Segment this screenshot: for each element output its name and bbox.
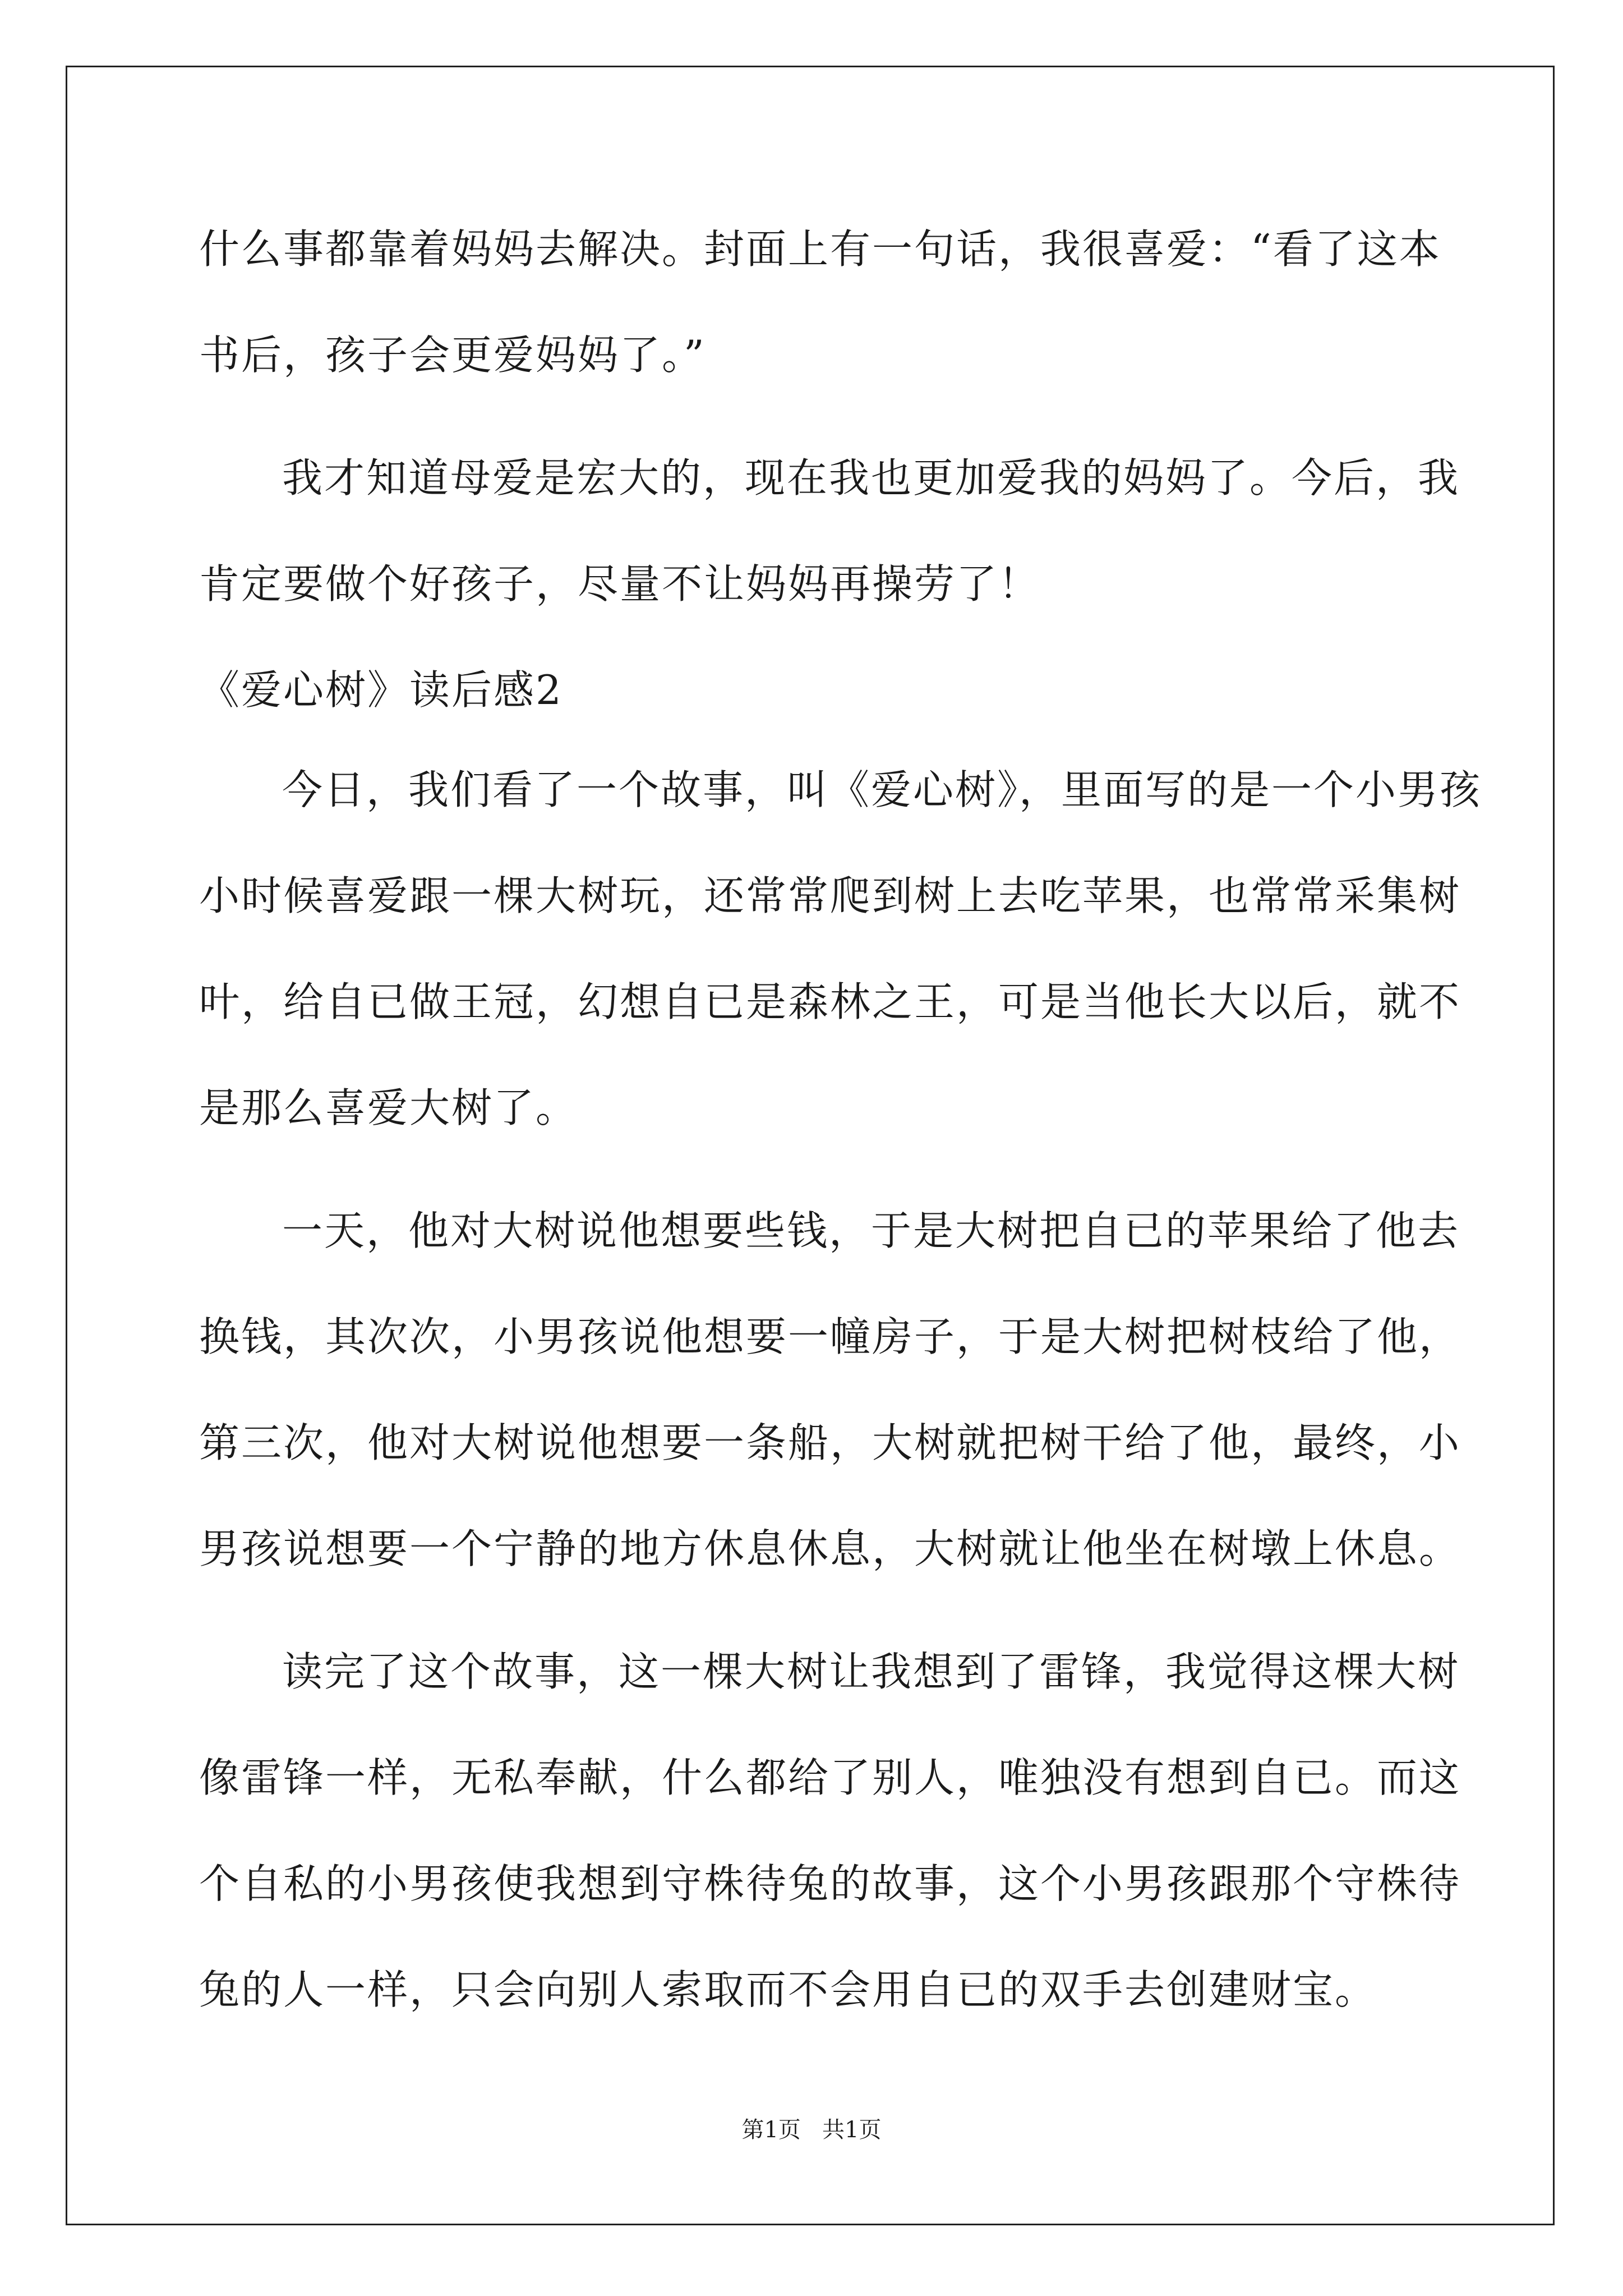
- text-line: 读完了这个故事，这一棵大树让我想到了雷锋，我觉得这棵大树: [282, 1648, 1460, 1695]
- text-line: 我才知道母爱是宏大的，现在我也更加爱我的妈妈了。今后，我: [282, 454, 1460, 501]
- text-line: 今日，我们看了一个故事，叫《爱心树》，里面写的是一个小男孩: [282, 766, 1482, 813]
- text-line: 小时候喜爱跟一棵大树玩，还常常爬到树上去吃苹果，也常常采集树: [199, 872, 1461, 919]
- text-line: 一天，他对大树说他想要些钱，于是大树把自已的苹果给了他去: [282, 1207, 1460, 1254]
- text-line: 像雷锋一样，无私奉献，什么都给了别人，唯独没有想到自已。而这: [199, 1754, 1461, 1801]
- section-heading: 《爱心树》读后感2: [199, 666, 563, 714]
- document-body: [199, 208, 1482, 2054]
- text-line: 个自私的小男孩使我想到守株待兔的故事，这个小男孩跟那个守株待: [199, 1860, 1461, 1907]
- text-line: 是那么喜爱大树了。: [199, 1084, 578, 1131]
- text-line: 兔的人一样，只会向别人索取而不会用自已的双手去创建财宝。: [199, 1966, 1377, 2013]
- text-line: 书后，孩子会更爱妈妈了。”: [199, 332, 706, 379]
- text-line: 叶，给自已做王冠，幻想自已是森林之王，可是当他长大以后，就不: [199, 978, 1461, 1025]
- text-line: 第三次，他对大树说他想要一条船，大树就把树干给了他，最终，小: [199, 1419, 1461, 1466]
- text-line: 肯定要做个好孩子，尽量不让妈妈再操劳了！: [199, 560, 1041, 608]
- text-line: 什么事都靠着妈妈去解决。封面上有一句话，我很喜爱：“看了这本: [199, 226, 1441, 273]
- text-line: 男孩说想要一个宁静的地方休息休息，大树就让他坐在树墩上休息。: [199, 1525, 1461, 1572]
- page-footer: 第1页 共1页: [741, 2117, 882, 2143]
- text-line: 换钱，其次次，小男孩说他想要一幢房子，于是大树把树枝给了他，: [199, 1313, 1461, 1360]
